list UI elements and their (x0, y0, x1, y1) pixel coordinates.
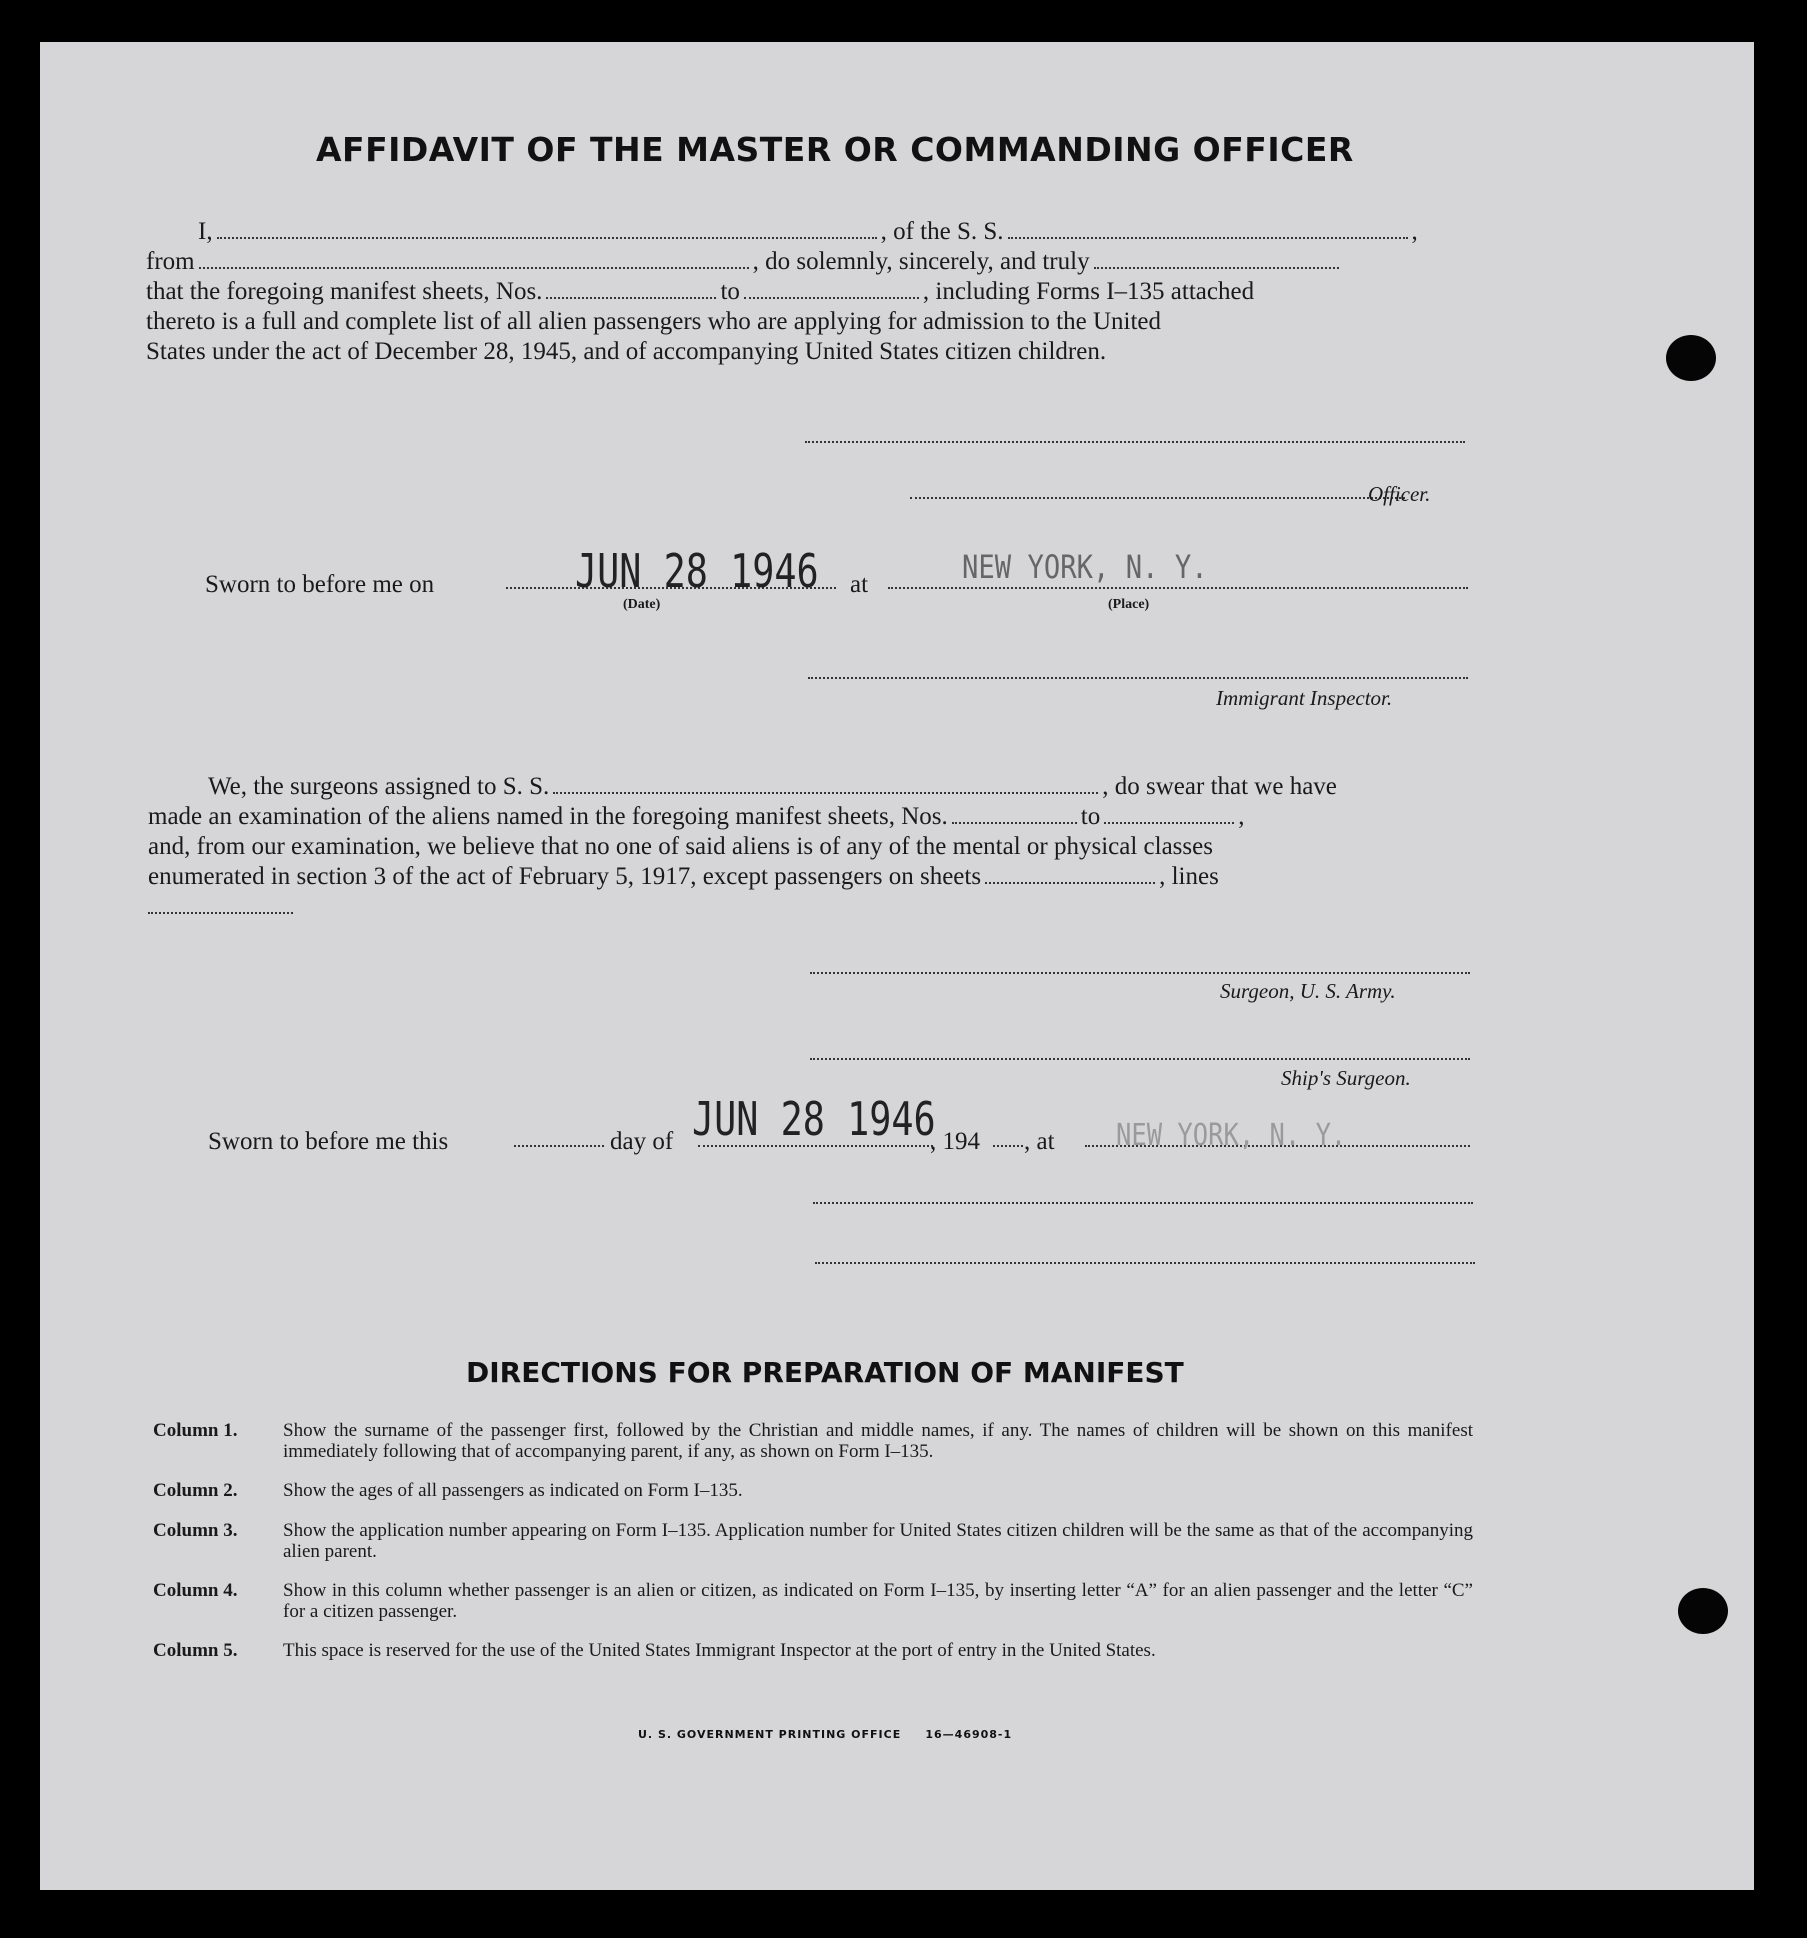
sworn-on-label: Sworn to before me on (205, 571, 435, 598)
sheets-from-field[interactable] (546, 291, 716, 299)
direction-column-text: Show the application number appearing on Form I–135. Application number for United States citizen children will be the same as that of the accompanying alien parent. (283, 1520, 1473, 1562)
lines-field[interactable] (148, 906, 293, 914)
surgeons-line2-b: to (1080, 803, 1101, 830)
date-stamp-2: JUN 28 1946 (692, 1092, 936, 1146)
ship-name-field[interactable] (1008, 231, 1408, 239)
army-surgeon-label: Surgeon, U. S. Army. (1220, 979, 1396, 1003)
inspector-signature-line-3[interactable] (815, 1262, 1475, 1264)
affidavit-line2-a: from (146, 248, 195, 275)
surgeons-line2-a: made an examination of the aliens named in the foregoing manifest sheets, Nos. (148, 803, 948, 830)
affidavit-line3-b: to (720, 278, 740, 305)
affidavit-line1-a: I, (198, 218, 213, 245)
sworn-this-label: Sworn to before me this (208, 1128, 449, 1155)
ship-surgeon-label: Ship's Surgeon. (1281, 1066, 1411, 1090)
sworn-day-line[interactable] (514, 1145, 604, 1147)
directions-list (153, 1420, 1473, 1680)
ship-surgeon-signature-line[interactable] (810, 1058, 1470, 1060)
sworn-place-line[interactable] (888, 587, 1468, 589)
affidavit-line3-a: that the foregoing manifest sheets, Nos. (146, 278, 543, 305)
surgeons-paragraph (148, 772, 1337, 922)
affidavit-line5: States under the act of December 28, 1945, and of accompanying United States citizen children. (146, 338, 1107, 365)
place-stamp-1: NEW YORK, N. Y. (962, 548, 1208, 586)
direction-column-text: Show the ages of all passengers as indicated on Form I–135. (283, 1480, 743, 1501)
punch-hole-bottom (1678, 1588, 1728, 1634)
sworn-at-label: at (850, 571, 869, 598)
direction-column-label: Column 1. (153, 1420, 238, 1441)
direction-column-text: This space is reserved for the use of the United States Immigrant Inspector at the port of entry in the United States. (283, 1640, 1156, 1661)
surgeons-line3: and, from our examination, we believe that no one of said aliens is of any of the mental or physical classes (148, 833, 1213, 860)
surgeons-ship-field[interactable] (553, 786, 1098, 794)
direction-column-label: Column 4. (153, 1580, 238, 1601)
inspector-signature-line[interactable] (808, 677, 1468, 679)
surgeons-line4-b: , lines (1159, 863, 1219, 890)
name-field[interactable] (217, 231, 877, 239)
affidavit-line1-c: , (1411, 218, 1418, 245)
from-field[interactable] (199, 261, 749, 269)
army-surgeon-signature-line[interactable] (810, 972, 1470, 974)
direction-item (153, 1580, 1473, 1622)
officer-signature-line-2[interactable] (910, 497, 1405, 499)
officer-signature-line-1[interactable] (805, 441, 1465, 443)
surgeons-line2-c: , (1238, 803, 1245, 830)
affidavit-line4: thereto is a full and complete list of all alien passengers who are applying for admission to the United (146, 308, 1162, 335)
inspector-label: Immigrant Inspector. (1216, 686, 1393, 710)
direction-item (153, 1480, 1473, 1502)
surgeons-line4-a: enumerated in section 3 of the act of February 5, 1917, except passengers on sheets (148, 863, 982, 890)
surgeons-line1-a: We, the surgeons assigned to S. S. (208, 773, 550, 800)
affidavit-paragraph (146, 217, 1466, 367)
affidavit-title: AFFIDAVIT OF THE MASTER OR COMMANDING OFFICER (316, 130, 1354, 169)
surgeons-sheets-to-field[interactable] (1104, 816, 1234, 824)
direction-item (153, 1640, 1473, 1662)
printing-office-footer: U. S. GOVERNMENT PRINTING OFFICE 16—46908-1 (638, 1728, 1013, 1741)
direction-item (153, 1520, 1473, 1562)
sheets-to-field[interactable] (744, 291, 919, 299)
direction-column-label: Column 3. (153, 1520, 238, 1541)
truly-field[interactable] (1094, 261, 1339, 269)
date-stamp-1: JUN 28 1946 (575, 544, 819, 598)
place-stamp-2: NEW YORK, N. Y. (1116, 1118, 1347, 1153)
year-label: , 194 (930, 1128, 980, 1155)
officer-label: Officer. (1368, 482, 1431, 506)
inspector-signature-line-2[interactable] (813, 1202, 1473, 1204)
direction-column-label: Column 5. (153, 1640, 238, 1661)
date-caption: (Date) (623, 597, 661, 612)
direction-column-text: Show the surname of the passenger first, followed by the Christian and middle names, if any. The names of children will be shown on this manifest immediately following that of accompanying parent, if any, as shown on Form I–135. (283, 1420, 1473, 1462)
affidavit-line2-b: , do solemnly, sincerely, and truly (752, 248, 1090, 275)
affidavit-line1-b: , of the S. S. (880, 218, 1004, 245)
sworn-at-label-2: , at (1024, 1128, 1055, 1155)
document-page (40, 42, 1754, 1890)
place-caption: (Place) (1108, 597, 1150, 612)
direction-column-label: Column 2. (153, 1480, 238, 1501)
surgeons-line1-b: , do swear that we have (1102, 773, 1337, 800)
surgeons-sheets-from-field[interactable] (952, 816, 1077, 824)
directions-title: DIRECTIONS FOR PREPARATION OF MANIFEST (466, 1356, 1184, 1389)
direction-item (153, 1420, 1473, 1462)
day-of-label: day of (610, 1128, 674, 1155)
direction-column-text: Show in this column whether passenger is an alien or citizen, as indicated on Form I–135, by inserting letter “A” for an alien passenger and the letter “C” for a citizen passenger. (283, 1580, 1473, 1622)
sworn-year-line[interactable] (993, 1145, 1023, 1147)
affidavit-line3-c: , including Forms I–135 attached (922, 278, 1255, 305)
except-sheets-field[interactable] (985, 876, 1155, 884)
punch-hole-top (1666, 335, 1716, 381)
